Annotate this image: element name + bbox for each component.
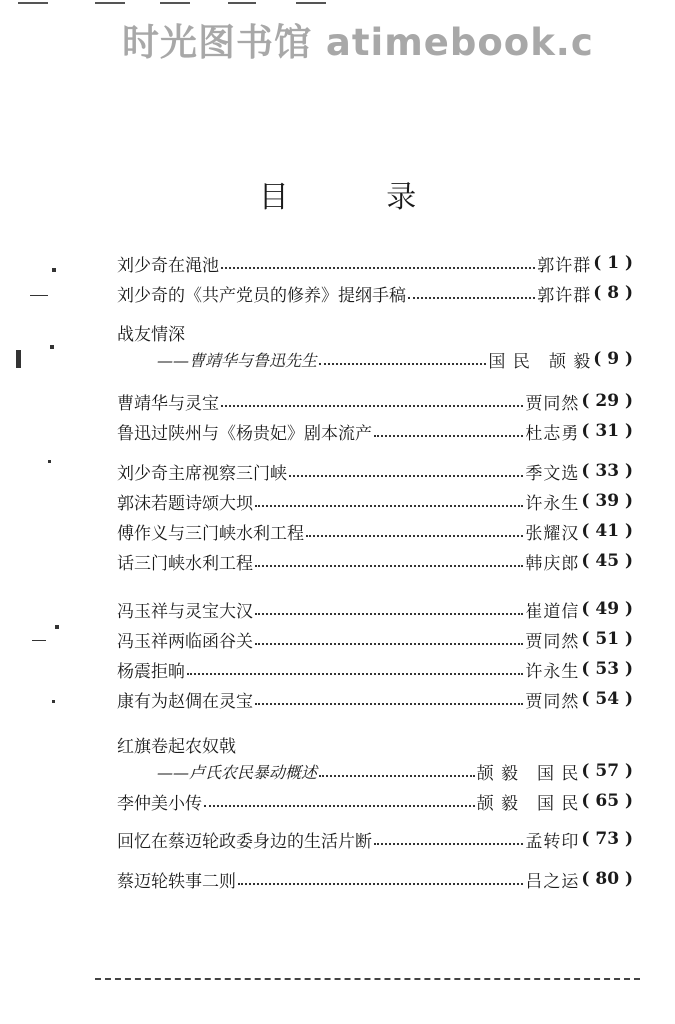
entry-page: ( 73 ) xyxy=(581,829,633,849)
entry-page: ( 9 ) xyxy=(593,349,633,369)
toc-entry xyxy=(117,458,633,484)
scan-speck xyxy=(16,350,21,368)
toc-entry xyxy=(117,280,633,306)
dot-leader xyxy=(204,803,475,807)
entry-page: ( 31 ) xyxy=(581,421,633,441)
entry-page: ( 57 ) xyxy=(581,761,633,781)
toc-entry xyxy=(117,548,633,574)
dot-leader xyxy=(255,563,523,567)
toc-entry xyxy=(117,250,633,276)
dot-leader xyxy=(408,295,535,299)
entry-title: 蔡迈轮轶事二则 xyxy=(117,871,236,892)
entry-title: ——卢氏农民暴动概述 xyxy=(157,762,318,782)
dot-leader xyxy=(289,473,523,477)
entry-title: 刘少奇在渑池 xyxy=(117,255,219,276)
entry-title: 冯玉祥与灵宝大汉 xyxy=(117,601,253,622)
entry-title: 康有为赵倜在灵宝 xyxy=(117,691,253,712)
scan-speck xyxy=(52,268,56,272)
entry-author: 贾同然 xyxy=(525,393,580,414)
entry-page: ( 45 ) xyxy=(581,551,633,571)
scan-speck xyxy=(32,640,46,641)
dot-leader xyxy=(187,671,523,675)
toc-entry xyxy=(117,488,633,514)
entry-author: 郭许群 xyxy=(537,285,592,306)
dot-leader xyxy=(319,361,486,365)
entry-title: 刘少奇的《共产党员的修养》提纲手稿 xyxy=(117,285,406,306)
entry-page: ( 29 ) xyxy=(581,391,633,411)
entry-author: 杜志勇 xyxy=(525,423,580,444)
toc-entry xyxy=(117,418,633,444)
dot-leader xyxy=(374,841,523,845)
dot-leader xyxy=(255,641,523,645)
entry-page: ( 53 ) xyxy=(581,659,633,679)
toc-entry xyxy=(117,686,633,712)
dot-leader xyxy=(255,611,523,615)
entry-title: 冯玉祥两临函谷关 xyxy=(117,631,253,652)
scan-speck xyxy=(30,295,48,296)
scan-speck xyxy=(48,460,51,463)
entry-author: 韩庆郎 xyxy=(525,553,580,574)
entry-title: 李仲美小传 xyxy=(117,793,202,814)
entry-author: 季文选 xyxy=(525,463,580,484)
dot-leader xyxy=(221,403,523,407)
entry-title: 杨震拒晌 xyxy=(117,661,185,682)
top-edge-marks xyxy=(0,0,675,8)
entry-page: ( 33 ) xyxy=(581,461,633,481)
section-heading: 战友情深 xyxy=(117,325,185,345)
dot-leader xyxy=(255,503,523,507)
bottom-rule xyxy=(95,978,640,980)
entry-page: ( 65 ) xyxy=(581,791,633,811)
entry-title: 刘少奇主席视察三门峡 xyxy=(117,463,287,484)
entry-title: 回忆在蔡迈轮政委身边的生活片断 xyxy=(117,831,372,852)
entry-author: 郭许群 xyxy=(537,255,592,276)
entry-author: 国 民 颉 毅 xyxy=(488,351,592,372)
entry-author: 贾同然 xyxy=(525,691,580,712)
dot-leader xyxy=(221,265,535,269)
page-title: 目 录 xyxy=(258,180,461,215)
dot-leader xyxy=(255,701,523,705)
toc-entry xyxy=(117,518,633,544)
watermark: 时光图书馆 atimebook.c xyxy=(122,21,594,64)
entry-title: ——曹靖华与鲁迅先生 xyxy=(157,350,318,370)
entry-author: 颉 毅 国 民 xyxy=(476,793,580,814)
toc-entry xyxy=(117,788,633,814)
entry-title: 曹靖华与灵宝 xyxy=(117,393,219,414)
entry-title: 傅作义与三门峡水利工程 xyxy=(117,523,304,544)
toc-entry xyxy=(117,826,633,852)
toc-entry xyxy=(117,758,633,784)
scan-speck xyxy=(52,700,55,703)
entry-author: 贾同然 xyxy=(525,631,580,652)
entry-page: ( 8 ) xyxy=(593,283,633,303)
toc-entry xyxy=(117,388,633,414)
dot-leader xyxy=(306,533,523,537)
toc-entry xyxy=(117,596,633,622)
toc-entry xyxy=(117,626,633,652)
entry-page: ( 51 ) xyxy=(581,629,633,649)
entry-title: 郭沫若题诗颂大坝 xyxy=(117,493,253,514)
entry-page: ( 39 ) xyxy=(581,491,633,511)
entry-page: ( 49 ) xyxy=(581,599,633,619)
entry-author: 崔道信 xyxy=(525,601,580,622)
entry-author: 许永生 xyxy=(525,493,580,514)
entry-author: 孟转印 xyxy=(525,831,580,852)
section-heading: 红旗卷起农奴戟 xyxy=(117,737,236,757)
dot-leader xyxy=(374,433,523,437)
entry-author: 许永生 xyxy=(525,661,580,682)
entry-page: ( 1 ) xyxy=(593,253,633,273)
entry-page: ( 80 ) xyxy=(581,869,633,889)
toc-entry xyxy=(117,656,633,682)
scan-speck xyxy=(55,625,59,629)
entry-author: 颉 毅 国 民 xyxy=(476,763,580,784)
scan-speck xyxy=(50,345,54,349)
entry-page: ( 54 ) xyxy=(581,689,633,709)
toc-entry xyxy=(117,346,633,372)
entry-author: 吕之运 xyxy=(525,871,580,892)
entry-author: 张耀汉 xyxy=(525,523,580,544)
entry-title: 鲁迅过陕州与《杨贵妃》剧本流产 xyxy=(117,423,372,444)
toc-entry xyxy=(117,866,633,892)
dot-leader xyxy=(319,773,475,777)
entry-title: 话三门峡水利工程 xyxy=(117,553,253,574)
entry-page: ( 41 ) xyxy=(581,521,633,541)
dot-leader xyxy=(238,881,523,885)
